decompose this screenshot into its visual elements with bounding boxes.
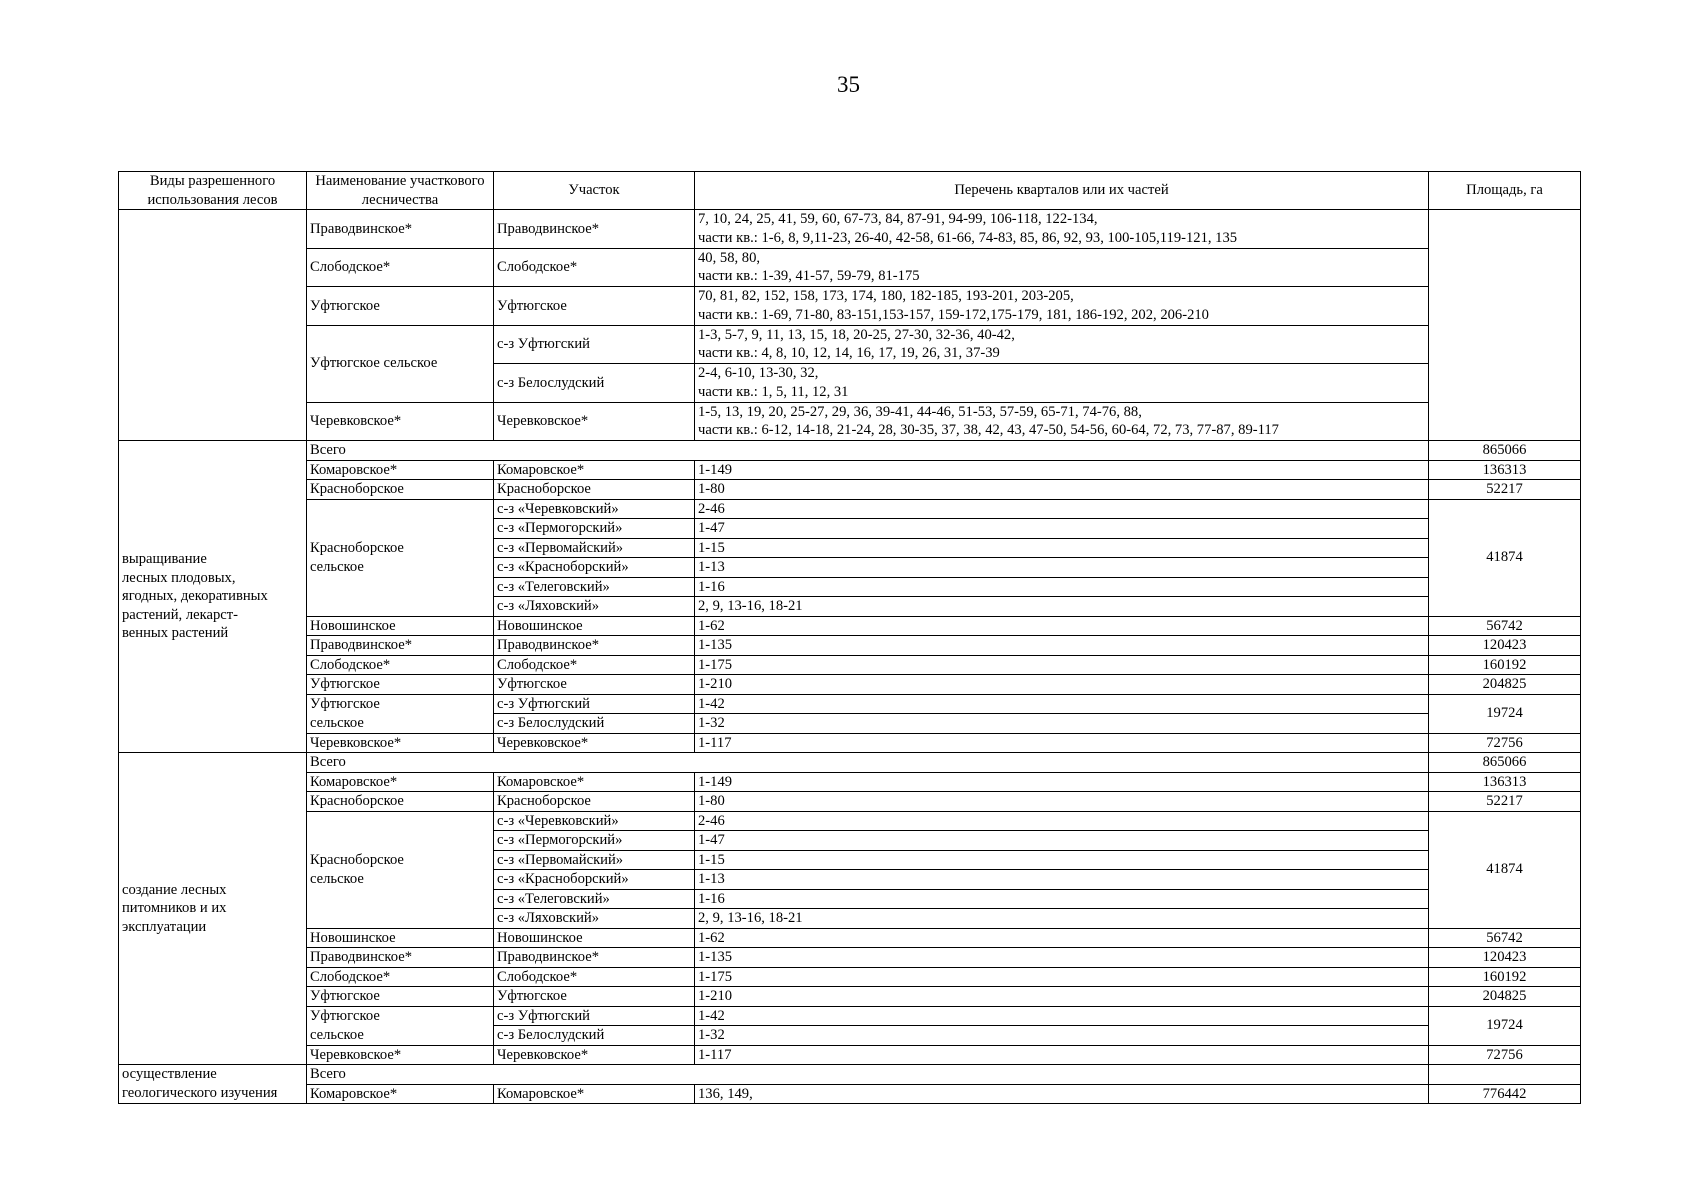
total-label: Всего: [307, 753, 1429, 773]
section-cell: с-з «Ляховский»: [494, 597, 695, 617]
forestry-cell: Уфтюгское сельское: [307, 325, 494, 402]
section-cell: Новошинское: [494, 928, 695, 948]
table-row: [119, 441, 1581, 461]
section-cell: с-з «Телеговский»: [494, 889, 695, 909]
area-cell: 41874: [1429, 499, 1581, 616]
area-cell: 19724: [1429, 1006, 1581, 1045]
quarters-line: 70, 81, 82, 152, 158, 173, 174, 180, 182-185, 193-201, 203-205,: [698, 288, 1074, 305]
forestry-line: сельское: [310, 558, 364, 575]
forestry-cell: Слободское*: [307, 655, 494, 675]
quarters-line: 2-4, 6-10, 13-30, 32,: [698, 365, 819, 382]
forestry-cell: [307, 694, 494, 733]
quarters-cell: [695, 287, 1429, 326]
section-cell: Комаровское*: [494, 772, 695, 792]
forestry-cell: [307, 811, 494, 928]
table-row: [119, 325, 1581, 364]
table-row: [119, 772, 1581, 792]
forestry-cell: Праводвинское*: [307, 210, 494, 249]
section-cell: Слободское*: [494, 248, 695, 287]
table-row: [119, 287, 1581, 326]
quarters-cell: 1-135: [695, 636, 1429, 656]
area-cell: 56742: [1429, 928, 1581, 948]
quarters-cell: 1-62: [695, 928, 1429, 948]
section-cell: с-з Уфтюгский: [494, 325, 695, 364]
forestry-cell: Новошинское: [307, 928, 494, 948]
quarters-cell: 1-62: [695, 616, 1429, 636]
area-cell: 160192: [1429, 967, 1581, 987]
quarters-cell: 1-13: [695, 870, 1429, 890]
section-cell: с-з «Черевковский»: [494, 499, 695, 519]
quarters-line: части кв.: 4, 8, 10, 12, 14, 16, 17, 19, 26, 31, 37-39: [698, 345, 1000, 362]
forestry-cell: Слободское*: [307, 248, 494, 287]
table-row: [119, 499, 1581, 519]
forestry-cell: Слободское*: [307, 967, 494, 987]
area-cell: 204825: [1429, 675, 1581, 695]
total-area: [1429, 1065, 1581, 1085]
forestry-cell: Праводвинское*: [307, 636, 494, 656]
quarters-cell: 1-210: [695, 675, 1429, 695]
forestry-cell: Уфтюгское: [307, 675, 494, 695]
quarters-cell: 1-175: [695, 967, 1429, 987]
quarters-cell: [695, 248, 1429, 287]
area-cell: 41874: [1429, 811, 1581, 928]
area-cell: 120423: [1429, 948, 1581, 968]
quarters-cell: 1-149: [695, 772, 1429, 792]
header-section: Участок: [494, 172, 695, 210]
section-cell: с-з «Красноборский»: [494, 870, 695, 890]
forestry-line: сельское: [310, 1026, 364, 1043]
forestry-line: Уфтюгское: [310, 1008, 380, 1024]
total-label: Всего: [307, 441, 1429, 461]
quarters-cell: 136, 149,: [695, 1084, 1429, 1104]
table-row: [119, 636, 1581, 656]
quarters-cell: 1-47: [695, 519, 1429, 539]
quarters-line: 40, 58, 80,: [698, 249, 761, 266]
forestry-cell: Новошинское: [307, 616, 494, 636]
quarters-cell: 1-32: [695, 714, 1429, 734]
kind-line: создание лесных: [122, 881, 227, 898]
quarters-cell: 1-42: [695, 694, 1429, 714]
total-area: 865066: [1429, 753, 1581, 773]
section-cell: Новошинское: [494, 616, 695, 636]
quarters-cell: 2-46: [695, 811, 1429, 831]
quarters-cell: 1-13: [695, 558, 1429, 578]
section-cell: с-з «Первомайский»: [494, 538, 695, 558]
section-cell: с-з Белослудский: [494, 714, 695, 734]
forestry-cell: Черевковское*: [307, 1045, 494, 1065]
forestry-cell: Красноборское: [307, 792, 494, 812]
kind-cell: [119, 753, 307, 1065]
quarters-cell: 1-47: [695, 831, 1429, 851]
quarters-cell: [695, 325, 1429, 364]
quarters-cell: 2, 9, 13-16, 18-21: [695, 597, 1429, 617]
table-row: [119, 1045, 1581, 1065]
forestry-cell: Комаровское*: [307, 460, 494, 480]
quarters-cell: [695, 364, 1429, 403]
table-row: [119, 655, 1581, 675]
section-cell: Черевковское*: [494, 1045, 695, 1065]
table-row: [119, 694, 1581, 714]
table-row: [119, 1006, 1581, 1026]
forestry-cell: Комаровское*: [307, 772, 494, 792]
forestry-cell: Черевковское*: [307, 402, 494, 441]
total-area: 865066: [1429, 441, 1581, 461]
section-cell: Уфтюгское: [494, 287, 695, 326]
quarters-cell: 2, 9, 13-16, 18-21: [695, 909, 1429, 929]
kind-line: венных растений: [122, 625, 229, 642]
forestry-line: Уфтюгское: [310, 696, 380, 712]
quarters-line: 7, 10, 24, 25, 41, 59, 60, 67-73, 84, 87-91, 94-99, 106-118, 122-134,: [698, 211, 1098, 228]
section-cell: Слободское*: [494, 655, 695, 675]
quarters-cell: 1-210: [695, 987, 1429, 1007]
area-cell: [1429, 210, 1581, 441]
table-header-row: [119, 172, 1581, 210]
forestry-cell: Уфтюгское: [307, 987, 494, 1007]
area-cell: 72756: [1429, 1045, 1581, 1065]
area-cell: 776442: [1429, 1084, 1581, 1104]
table-row: [119, 1084, 1581, 1104]
quarters-cell: [695, 402, 1429, 441]
area-cell: 160192: [1429, 655, 1581, 675]
forestry-cell: Праводвинское*: [307, 948, 494, 968]
quarters-line: части кв.: 1, 5, 11, 12, 31: [698, 383, 849, 400]
area-cell: 52217: [1429, 480, 1581, 500]
forestry-line: сельское: [310, 714, 364, 731]
section-cell: с-з «Первомайский»: [494, 850, 695, 870]
quarters-line: части кв.: 1-6, 8, 9,11-23, 26-40, 42-58, 61-66, 74-83, 85, 86, 92, 93, 100-105,119-121, 135: [698, 229, 1238, 246]
quarters-cell: 1-16: [695, 577, 1429, 597]
section-cell: Уфтюгское: [494, 675, 695, 695]
section-cell: Праводвинское*: [494, 636, 695, 656]
header-kind: Виды разрешенного использования лесов: [119, 172, 307, 210]
quarters-cell: [695, 210, 1429, 249]
table-row: [119, 928, 1581, 948]
kind-line: осуществление: [122, 1066, 217, 1082]
kind-line: ягодных, декоративных: [122, 588, 268, 605]
area-cell: 19724: [1429, 694, 1581, 733]
section-cell: с-з Белослудский: [494, 1026, 695, 1046]
section-cell: с-з Уфтюгский: [494, 694, 695, 714]
total-label: Всего: [307, 1065, 1429, 1085]
section-cell: с-з «Телеговский»: [494, 577, 695, 597]
table-row: [119, 811, 1581, 831]
quarters-cell: 1-117: [695, 1045, 1429, 1065]
section-cell: с-з «Пермогорский»: [494, 519, 695, 539]
section-cell: с-з Белослудский: [494, 364, 695, 403]
header-forestry: Наименование участкового лесничества: [307, 172, 494, 210]
area-cell: 72756: [1429, 733, 1581, 753]
quarters-cell: 1-42: [695, 1006, 1429, 1026]
header-quarters: Перечень кварталов или их частей: [695, 172, 1429, 210]
table-row: [119, 792, 1581, 812]
kind-cell: [119, 1065, 307, 1104]
area-cell: 204825: [1429, 987, 1581, 1007]
section-cell: с-з «Пермогорский»: [494, 831, 695, 851]
section-cell: Слободское*: [494, 967, 695, 987]
quarters-cell: 1-80: [695, 480, 1429, 500]
table-row: [119, 1065, 1581, 1085]
kind-cell: [119, 210, 307, 441]
kind-line: эксплуатации: [122, 918, 207, 935]
section-cell: Комаровское*: [494, 1084, 695, 1104]
kind-cell: [119, 441, 307, 753]
quarters-line: части кв.: 6-12, 14-18, 21-24, 28, 30-35, 37, 38, 42, 43, 47-50, 54-56, 60-64, 72, 73, 77-87, 89-117: [698, 422, 1279, 439]
section-cell: Праводвинское*: [494, 948, 695, 968]
quarters-line: 1-5, 13, 19, 20, 25-27, 29, 36, 39-41, 44-46, 51-53, 57-59, 65-71, 74-76, 88,: [698, 403, 1142, 420]
forestry-cell: Комаровское*: [307, 1084, 494, 1104]
page-number: 35: [837, 72, 860, 97]
forestry-line: Красноборское: [310, 540, 404, 556]
table-row: [119, 616, 1581, 636]
table-row: [119, 753, 1581, 773]
kind-line: лесных плодовых,: [122, 569, 236, 586]
section-cell: Черевковское*: [494, 402, 695, 441]
forestry-cell: Красноборское: [307, 480, 494, 500]
quarters-cell: 1-149: [695, 460, 1429, 480]
table-row: [119, 210, 1581, 249]
forestry-cell: Уфтюгское: [307, 287, 494, 326]
section-cell: Уфтюгское: [494, 987, 695, 1007]
forest-use-table: [118, 171, 1581, 1104]
table-row: [119, 948, 1581, 968]
section-cell: Красноборское: [494, 792, 695, 812]
quarters-cell: 1-175: [695, 655, 1429, 675]
table-row: [119, 460, 1581, 480]
area-cell: 52217: [1429, 792, 1581, 812]
quarters-line: части кв.: 1-69, 71-80, 83-151,153-157, 159-172,175-179, 181, 186-192, 202, 206-210: [698, 306, 1209, 323]
section-cell: с-з «Ляховский»: [494, 909, 695, 929]
section-cell: Комаровское*: [494, 460, 695, 480]
table-row: [119, 248, 1581, 287]
kind-line: растений, лекарст-: [122, 606, 238, 623]
forestry-line: Красноборское: [310, 852, 404, 868]
table-row: [119, 675, 1581, 695]
table-row: [119, 733, 1581, 753]
quarters-cell: 1-15: [695, 850, 1429, 870]
section-cell: Праводвинское*: [494, 210, 695, 249]
quarters-cell: 1-16: [695, 889, 1429, 909]
quarters-cell: 2-46: [695, 499, 1429, 519]
quarters-cell: 1-15: [695, 538, 1429, 558]
kind-line: выращивание: [122, 551, 207, 568]
area-cell: 120423: [1429, 636, 1581, 656]
header-area: Площадь, га: [1429, 172, 1581, 210]
quarters-cell: 1-117: [695, 733, 1429, 753]
table-row: [119, 967, 1581, 987]
forestry-line: сельское: [310, 870, 364, 887]
quarters-line: части кв.: 1-39, 41-57, 59-79, 81-175: [698, 268, 920, 285]
table-row: [119, 402, 1581, 441]
forestry-cell: [307, 1006, 494, 1045]
forestry-cell: [307, 499, 494, 616]
area-cell: 56742: [1429, 616, 1581, 636]
section-cell: Красноборское: [494, 480, 695, 500]
kind-line: геологического изучения: [122, 1084, 278, 1101]
forestry-cell: Черевковское*: [307, 733, 494, 753]
section-cell: с-з Уфтюгский: [494, 1006, 695, 1026]
table-row: [119, 480, 1581, 500]
kind-line: питомников и их: [122, 900, 227, 917]
section-cell: с-з «Черевковский»: [494, 811, 695, 831]
area-cell: 136313: [1429, 460, 1581, 480]
quarters-line: 1-3, 5-7, 9, 11, 13, 15, 18, 20-25, 27-30, 32-36, 40-42,: [698, 326, 1015, 343]
section-cell: Черевковское*: [494, 733, 695, 753]
section-cell: с-з «Красноборский»: [494, 558, 695, 578]
quarters-cell: 1-135: [695, 948, 1429, 968]
quarters-cell: 1-32: [695, 1026, 1429, 1046]
table-row: [119, 987, 1581, 1007]
area-cell: 136313: [1429, 772, 1581, 792]
quarters-cell: 1-80: [695, 792, 1429, 812]
